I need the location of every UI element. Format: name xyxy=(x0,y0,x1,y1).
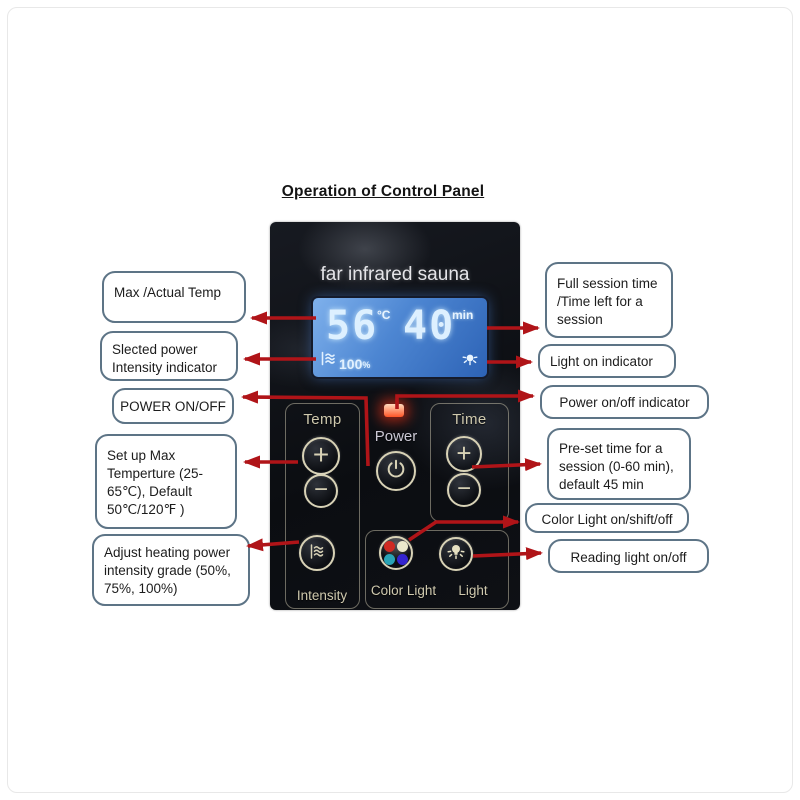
lcd-display xyxy=(313,298,487,377)
time-minus-button[interactable] xyxy=(447,473,481,507)
callout-color-light: Color Light on/shift/off xyxy=(525,503,689,533)
callout-selected-power-intensity: Slected power Intensity indicator xyxy=(100,331,238,381)
reading-light-button[interactable] xyxy=(439,537,473,571)
lcd-temperature-unit: °C xyxy=(377,308,391,322)
plus-icon: + xyxy=(312,439,330,470)
page-title: Operation of Control Panel xyxy=(281,183,485,200)
temp-minus-button[interactable] xyxy=(304,474,338,508)
intensity-wave-icon xyxy=(321,351,337,371)
callout-power-indicator: Power on/off indicator xyxy=(540,385,709,419)
minus-icon: − xyxy=(456,474,471,502)
lcd-time-value: 40 xyxy=(403,303,456,349)
intensity-label: Intensity xyxy=(296,588,348,603)
intensity-button[interactable] xyxy=(299,535,335,571)
callout-light-on-indicator: Light on indicator xyxy=(538,344,676,378)
callout-preset-time: Pre-set time for a session (0-60 min), default 45 min xyxy=(547,428,691,500)
light-label: Light xyxy=(458,583,488,598)
plus-icon: + xyxy=(456,438,472,468)
intensity-wave-icon xyxy=(308,543,326,565)
light-bulb-icon xyxy=(445,541,467,567)
lcd-temperature-value: 56 xyxy=(326,303,379,349)
power-button[interactable] xyxy=(376,451,416,491)
color-light-button[interactable] xyxy=(379,536,413,570)
power-label: Power xyxy=(374,428,418,445)
callout-max-actual-temp: Max /Actual Temp xyxy=(102,271,246,323)
time-group-label: Time xyxy=(452,411,487,428)
temp-plus-button[interactable] xyxy=(302,437,340,475)
color-light-dots-icon xyxy=(384,541,408,565)
time-plus-button[interactable] xyxy=(446,436,482,472)
panel-brand-text: far infrared sauna xyxy=(320,264,470,285)
callout-reading-light: Reading light on/off xyxy=(548,539,709,573)
callout-power-on-off: POWER ON/OFF xyxy=(112,388,234,424)
lcd-intensity-unit: % xyxy=(362,360,371,371)
minus-icon: − xyxy=(313,475,328,503)
lcd-time-unit: min xyxy=(452,308,474,322)
power-icon xyxy=(385,458,407,485)
lcd-intensity-indicator xyxy=(321,351,370,371)
sauna-control-panel xyxy=(270,222,520,610)
lcd-intensity-value: 100 xyxy=(339,356,363,372)
power-led-indicator xyxy=(384,404,404,417)
temp-group-label: Temp xyxy=(303,411,342,428)
color-light-label: Color Light xyxy=(370,583,437,598)
callout-adjust-intensity: Adjust heating power intensity grade (50%, 75%, 100%) xyxy=(92,534,250,606)
callout-set-max-temperature: Set up Max Temperture (25-65℃), Default 50℃/120℉ ) xyxy=(95,434,237,529)
lcd-light-on-icon xyxy=(461,351,479,373)
callout-full-session-time: Full session time /Time left for a session xyxy=(545,262,673,338)
